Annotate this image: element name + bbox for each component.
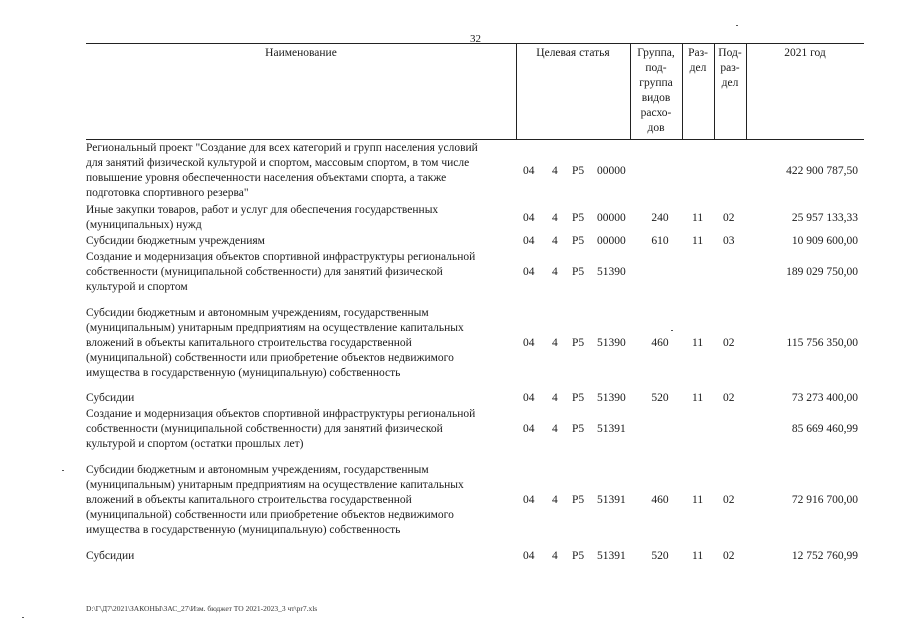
row-expense-group: 460 <box>651 337 669 349</box>
row-code-a: 04 <box>523 494 535 506</box>
row-name <box>86 391 511 406</box>
header-expense-group <box>630 46 682 136</box>
row-amount: 115 756 350,00 <box>786 337 858 349</box>
row-amount: 10 909 600,00 <box>791 235 858 247</box>
row-section: 11 <box>692 212 704 224</box>
row-expense-group: 520 <box>651 550 669 562</box>
row-code-d: 51391 <box>597 423 626 435</box>
header-expense-group-line: дов <box>647 122 665 134</box>
row-name-line: вложений в объекты капитального строительства государственной <box>86 494 412 506</box>
row-expense-group: 520 <box>651 392 669 404</box>
row-code-d: 51390 <box>597 392 626 404</box>
row-name-line: подготовка спортивного резерва" <box>86 187 249 199</box>
row-code-c: P5 <box>572 337 585 349</box>
row-subsection: 02 <box>723 337 735 349</box>
row-name <box>86 463 511 538</box>
row-name-line: вложений в объекты капитального строительства государственной <box>86 337 412 349</box>
row-section: 11 <box>692 550 704 562</box>
row-name-line: Субсидии бюджетным и автономным учреждениям, государственным <box>86 464 429 476</box>
row-name <box>86 250 511 295</box>
row-name-line: Иные закупки товаров, работ и услуг для обеспечения государственных <box>86 204 439 216</box>
scan-speck <box>671 330 673 331</box>
row-subsection: 02 <box>723 212 735 224</box>
row-code-d: 00000 <box>597 212 626 224</box>
table-row <box>86 391 864 406</box>
row-code-b: 4 <box>552 423 558 435</box>
header-subsection-line: Под- <box>718 47 742 59</box>
table-row <box>86 407 864 452</box>
header-expense-group-line: расхо- <box>640 107 672 119</box>
row-code-c: P5 <box>572 235 585 247</box>
table-row <box>86 234 864 249</box>
row-code-c: P5 <box>572 494 585 506</box>
row-code-c: P5 <box>572 392 585 404</box>
header-expense-group-line: группа <box>639 77 673 89</box>
row-name-line: имущества в государственную (муниципальную) собственность <box>86 524 401 536</box>
row-name-line: Региональный проект "Создание для всех категорий и групп населения условий <box>86 142 478 154</box>
row-name-line: Создание и модернизация объектов спортивной инфраструктуры региональной <box>86 408 476 420</box>
header-section-line: Раз- <box>688 47 708 59</box>
row-name <box>86 407 511 452</box>
row-expense-group: 460 <box>651 494 669 506</box>
row-amount: 12 752 760,99 <box>791 550 858 562</box>
header-subsection-line: дел <box>721 77 739 89</box>
table-row <box>86 250 864 295</box>
header-subsection-line: раз- <box>720 62 740 74</box>
row-code-d: 51390 <box>597 266 626 278</box>
table-row <box>86 141 864 201</box>
row-amount: 72 916 700,00 <box>791 494 858 506</box>
header-name: Наименование <box>265 47 337 59</box>
header-expense-group-line: видов <box>641 92 671 104</box>
row-code-a: 04 <box>523 266 535 278</box>
scan-speck <box>62 470 64 471</box>
row-name-line: Субсидии бюджетным учреждениям <box>86 235 265 247</box>
row-name-line: (муниципальной) собственности или приобретение объектов недвижимого <box>86 352 454 364</box>
row-code-c: P5 <box>572 165 585 177</box>
row-code-d: 00000 <box>597 235 626 247</box>
row-name <box>86 203 511 233</box>
row-name <box>86 141 511 201</box>
row-name-line: повышение уровня обеспеченности населения объектами спорта, а также <box>86 172 447 184</box>
row-code-a: 04 <box>523 550 535 562</box>
row-code-a: 04 <box>523 165 535 177</box>
row-name-line: собственности (муниципальной собственности) для занятий физической <box>86 266 443 278</box>
row-name-line: Субсидии бюджетным и автономным учреждениям, государственным <box>86 307 429 319</box>
row-name-line: Субсидии <box>86 392 135 404</box>
row-code-d: 51391 <box>597 494 626 506</box>
row-code-a: 04 <box>523 235 535 247</box>
row-code-c: P5 <box>572 266 585 278</box>
row-subsection: 03 <box>723 235 735 247</box>
header-expense-group-line: под- <box>645 62 667 74</box>
row-subsection: 02 <box>723 392 735 404</box>
row-amount: 189 029 750,00 <box>786 266 858 278</box>
table-row <box>86 463 864 539</box>
scan-speck <box>736 25 738 26</box>
row-name-line: собственности (муниципальной собственности) для занятий физической <box>86 423 443 435</box>
row-name-line: культурой и спортом <box>86 281 188 293</box>
row-amount: 422 900 787,50 <box>786 165 858 177</box>
row-code-d: 51390 <box>597 337 626 349</box>
row-name-line: для занятий физической культурой и спортом, массовым спортом, в том числе <box>86 157 470 169</box>
row-name-line: Субсидии <box>86 550 135 562</box>
row-code-b: 4 <box>552 494 558 506</box>
row-amount: 85 669 460,99 <box>791 423 858 435</box>
row-expense-group: 610 <box>651 235 669 247</box>
header-subsection <box>714 46 746 91</box>
row-code-b: 4 <box>552 266 558 278</box>
row-code-b: 4 <box>552 550 558 562</box>
row-name-line: (муниципальной) собственности или приобретение объектов недвижимого <box>86 509 454 521</box>
row-code-a: 04 <box>523 392 535 404</box>
row-section: 11 <box>692 392 704 404</box>
row-code-a: 04 <box>523 423 535 435</box>
row-amount: 73 273 400,00 <box>791 392 858 404</box>
row-code-b: 4 <box>552 392 558 404</box>
row-section: 11 <box>692 235 704 247</box>
row-name-line: культурой и спортом (остатки прошлых лет) <box>86 438 304 450</box>
row-name <box>86 234 511 249</box>
row-section: 11 <box>692 337 704 349</box>
row-name-line: (муниципальным) унитарным предприятиям на осуществление капитальных <box>86 322 464 334</box>
table-row <box>86 549 864 564</box>
scan-speck <box>22 617 24 618</box>
row-name <box>86 549 511 564</box>
row-code-c: P5 <box>572 423 585 435</box>
row-code-c: P5 <box>572 212 585 224</box>
row-code-d: 00000 <box>597 165 626 177</box>
row-subsection: 02 <box>723 550 735 562</box>
row-name-line: (муниципальным) унитарным предприятиям на осуществление капитальных <box>86 479 464 491</box>
header-section-line: дел <box>689 62 707 74</box>
row-name-line: Создание и модернизация объектов спортивной инфраструктуры региональной <box>86 251 476 263</box>
file-path-footer: D:\Г\Д7\2021\ЗАКОНЫ\ЗАС_27\Изм. бюджет ТО 2021-2023_3 чт\pr7.xls <box>86 604 318 613</box>
row-code-b: 4 <box>552 165 558 177</box>
row-name-line: (муниципальных) нужд <box>86 219 202 231</box>
row-expense-group: 240 <box>651 212 669 224</box>
header-section <box>682 46 714 76</box>
table-row <box>86 203 864 233</box>
header-year: 2021 год <box>784 47 826 59</box>
row-code-b: 4 <box>552 235 558 247</box>
row-name <box>86 306 511 381</box>
row-code-a: 04 <box>523 337 535 349</box>
row-code-b: 4 <box>552 337 558 349</box>
row-code-d: 51391 <box>597 550 626 562</box>
table-header <box>86 43 864 140</box>
row-code-c: P5 <box>572 550 585 562</box>
row-code-a: 04 <box>523 212 535 224</box>
row-name-line: имущества в государственную (муниципальную) собственность <box>86 367 401 379</box>
row-amount: 25 957 133,33 <box>791 212 858 224</box>
header-expense-group-line: Группа, <box>637 47 675 59</box>
page-number: 32 <box>470 33 481 45</box>
table-row <box>86 306 864 382</box>
row-code-b: 4 <box>552 212 558 224</box>
row-subsection: 02 <box>723 494 735 506</box>
header-target-article: Целевая статья <box>536 47 610 59</box>
row-section: 11 <box>692 494 704 506</box>
